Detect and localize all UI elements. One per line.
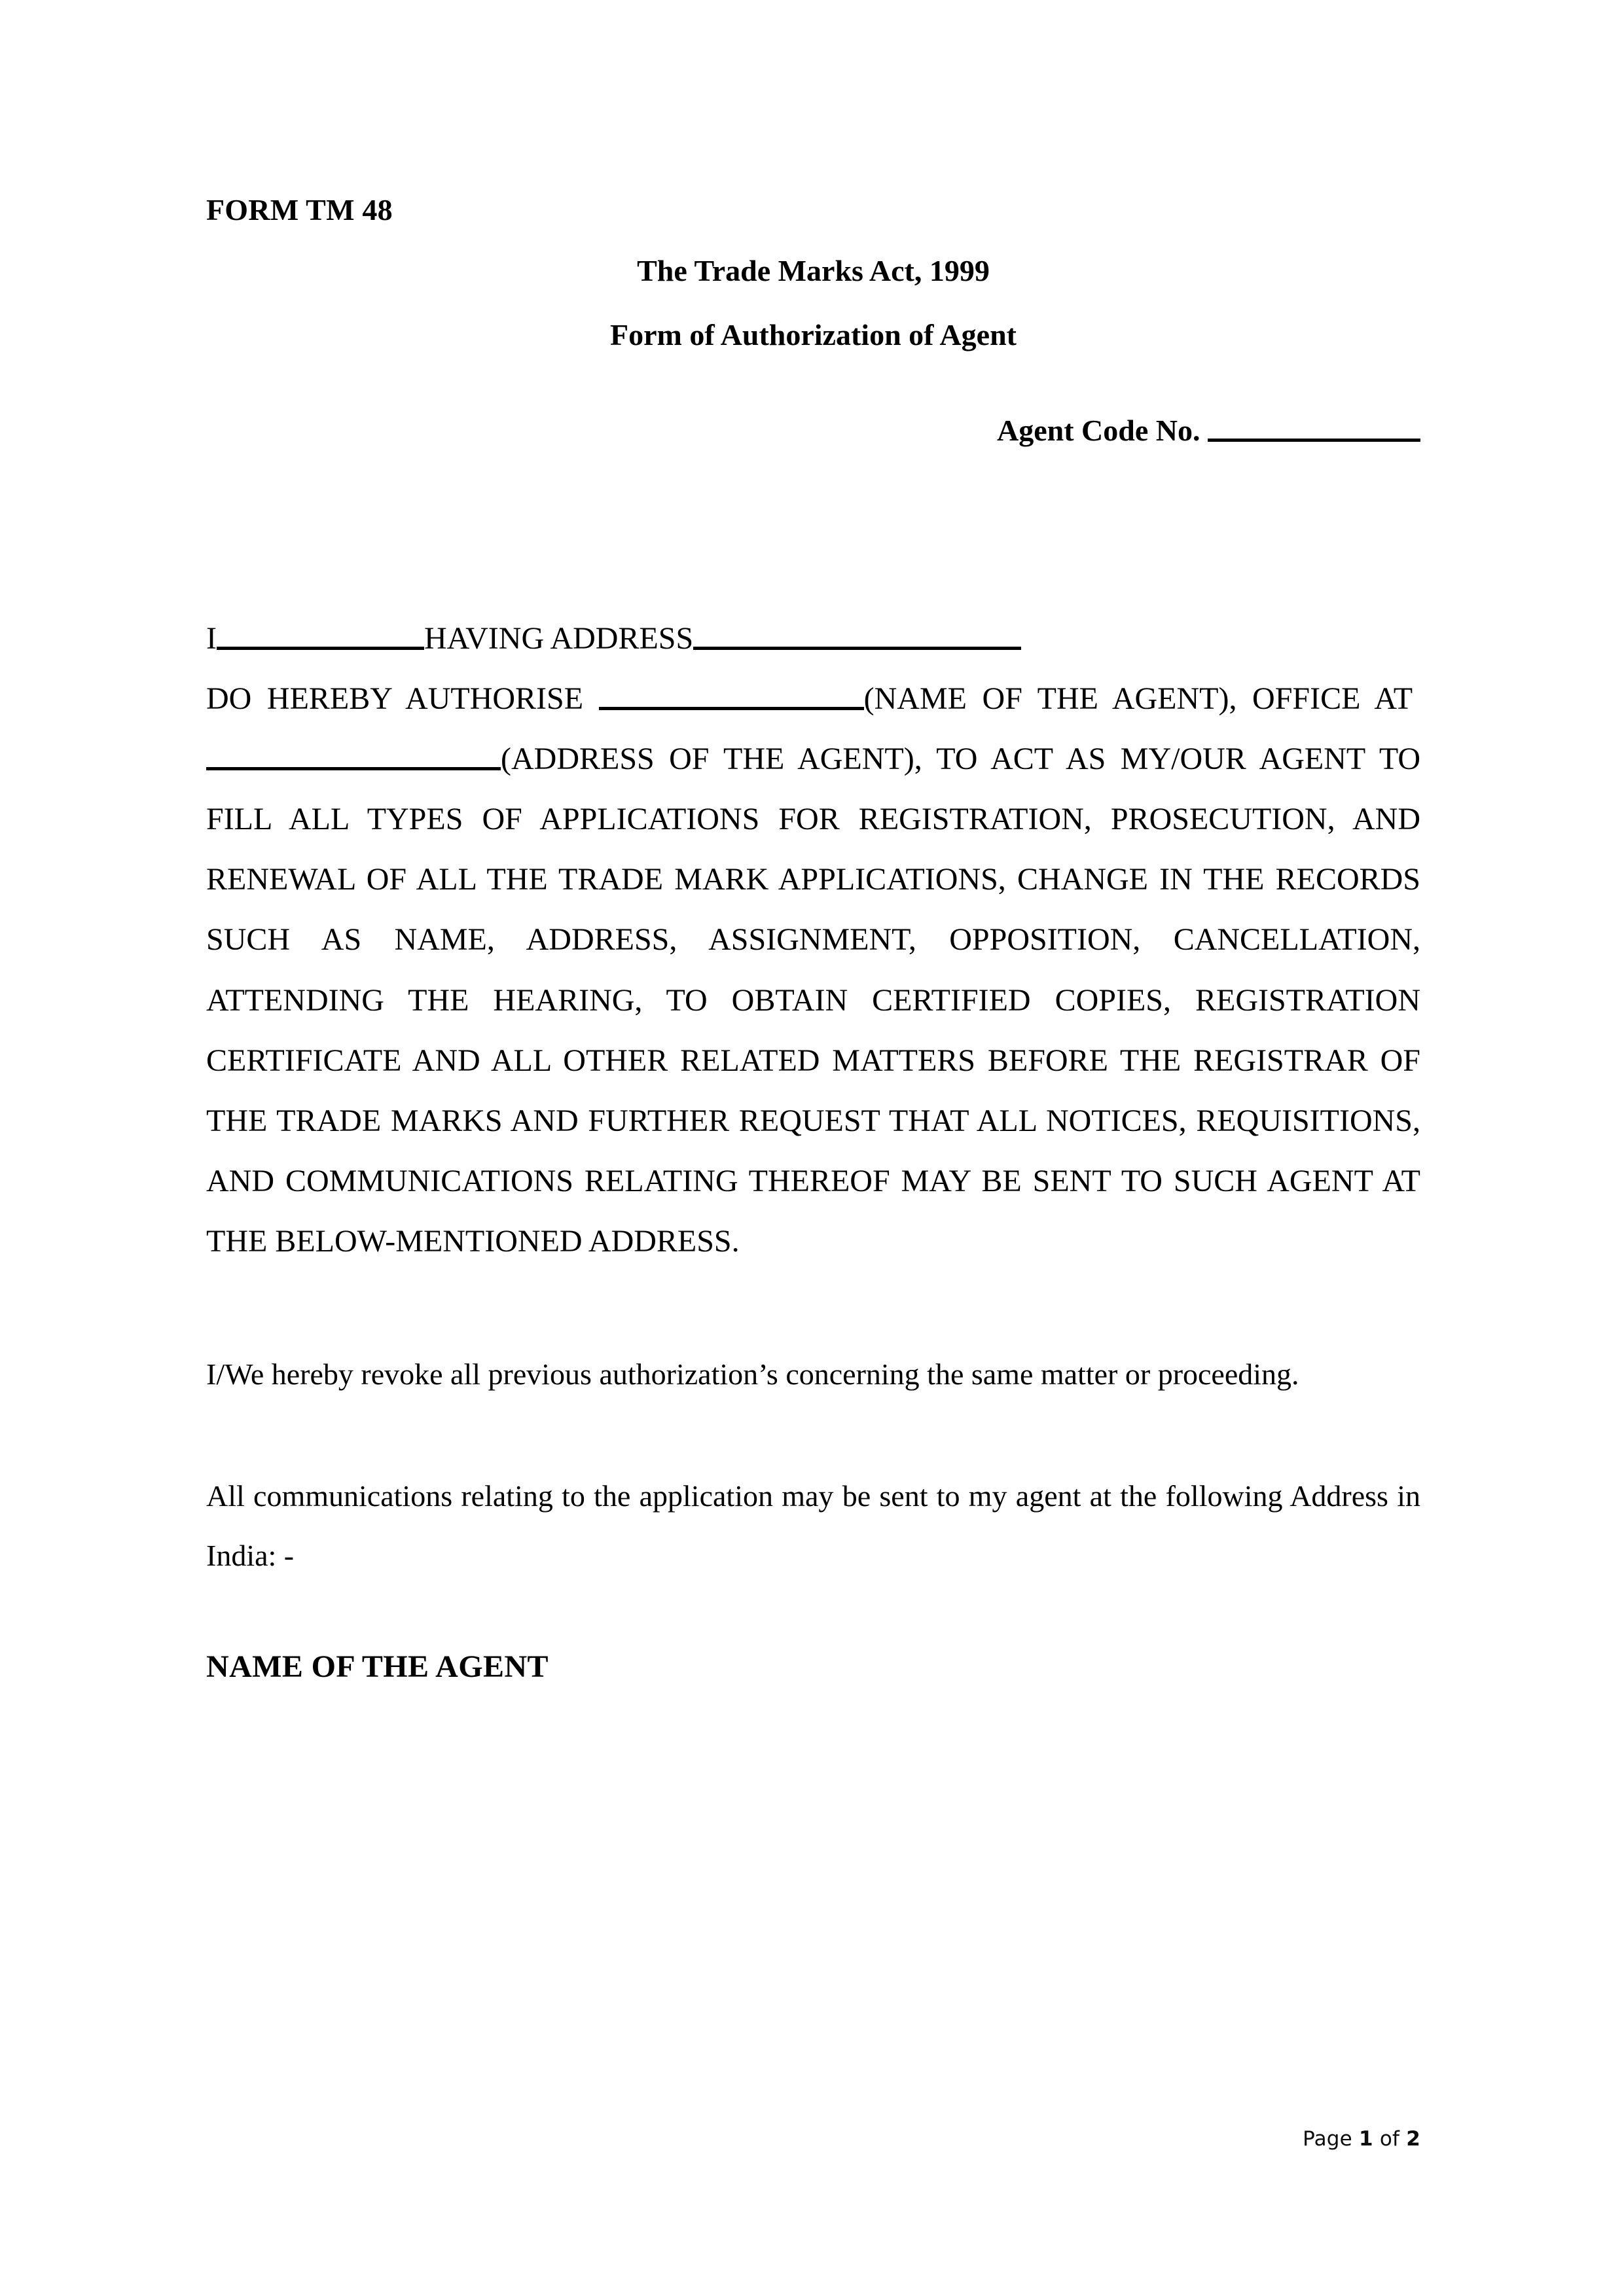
agent-name-blank[interactable] <box>599 684 864 710</box>
agent-name-heading: NAME OF THE AGENT <box>206 1649 549 1684</box>
declarant-pronoun: I <box>206 620 217 656</box>
agent-code-input-blank[interactable] <box>1208 416 1420 441</box>
declarant-name-blank[interactable] <box>217 624 424 650</box>
revocation-paragraph: I/We hereby revoke all previous authorization’s concerning the same matter or proceeding. <box>206 1357 1299 1391</box>
act-title: The Trade Marks Act, 1999 <box>637 253 990 287</box>
authorise-text-3: (ADDRESS OF THE AGENT), TO ACT AS MY/OUR AGENT TO FILL ALL TYPES OF APPLICATIONS FOR REGISTRATION, PROSECUTION, AND RENEWAL OF ALL THE TRADE MARK APPLICATIONS, CHANGE IN THE RECORDS SUCH AS NAME, ADDRESS, ASSIGNMENT, OPPOSITION, CANCELLATION, ATTENDING THE HEARING, TO OBTAIN CERTIFIED COPIES, REGISTRATION CERTIFICATE AND ALL OTHER RELATED MATTERS BEFORE THE REGISTRAR OF THE TRADE MARKS AND FURTHER REQUEST THAT ALL NOTICES, REQUISITIONS, AND COMMUNICATIONS RELATING THEREOF MAY BE SENT TO SUCH AGENT AT THE BELOW-MENTIONED ADDRESS. <box>206 741 1420 1259</box>
authorization-paragraph <box>206 669 1420 1272</box>
footer-separator: of <box>1379 2127 1400 2151</box>
document-title-block <box>206 253 1420 351</box>
footer-total-pages: 2 <box>1406 2127 1420 2151</box>
page-footer <box>206 2127 1420 2151</box>
footer-page-prefix: Page <box>1303 2127 1352 2151</box>
communications-paragraph: All communications relating to the application may be sent to my agent at the following Address in India: - <box>206 1479 1420 1572</box>
footer-current-page: 1 <box>1359 2127 1373 2151</box>
document-content <box>206 0 1420 1685</box>
spacer-after-declaration <box>206 1272 1420 1345</box>
spacer-before-agent-name <box>206 1585 1420 1648</box>
authorise-text-2: (NAME OF THE AGENT), OFFICE AT <box>863 681 1413 716</box>
spacer-after-revocation <box>206 1404 1420 1467</box>
form-number-heading: FORM TM 48 <box>206 193 393 226</box>
declaration-block <box>206 609 1420 1272</box>
declarant-address-blank[interactable] <box>693 624 1021 650</box>
authorise-text-1: DO HEREBY AUTHORISE <box>206 681 584 716</box>
having-address-label: HAVING ADDRESS <box>424 620 694 656</box>
agent-code-row <box>206 413 1420 448</box>
form-subtitle: Form of Authorization of Agent <box>610 317 1017 351</box>
agent-address-blank[interactable] <box>206 744 501 770</box>
declarant-identity-line <box>206 609 1420 669</box>
agent-code-label: Agent Code No. <box>997 413 1200 447</box>
